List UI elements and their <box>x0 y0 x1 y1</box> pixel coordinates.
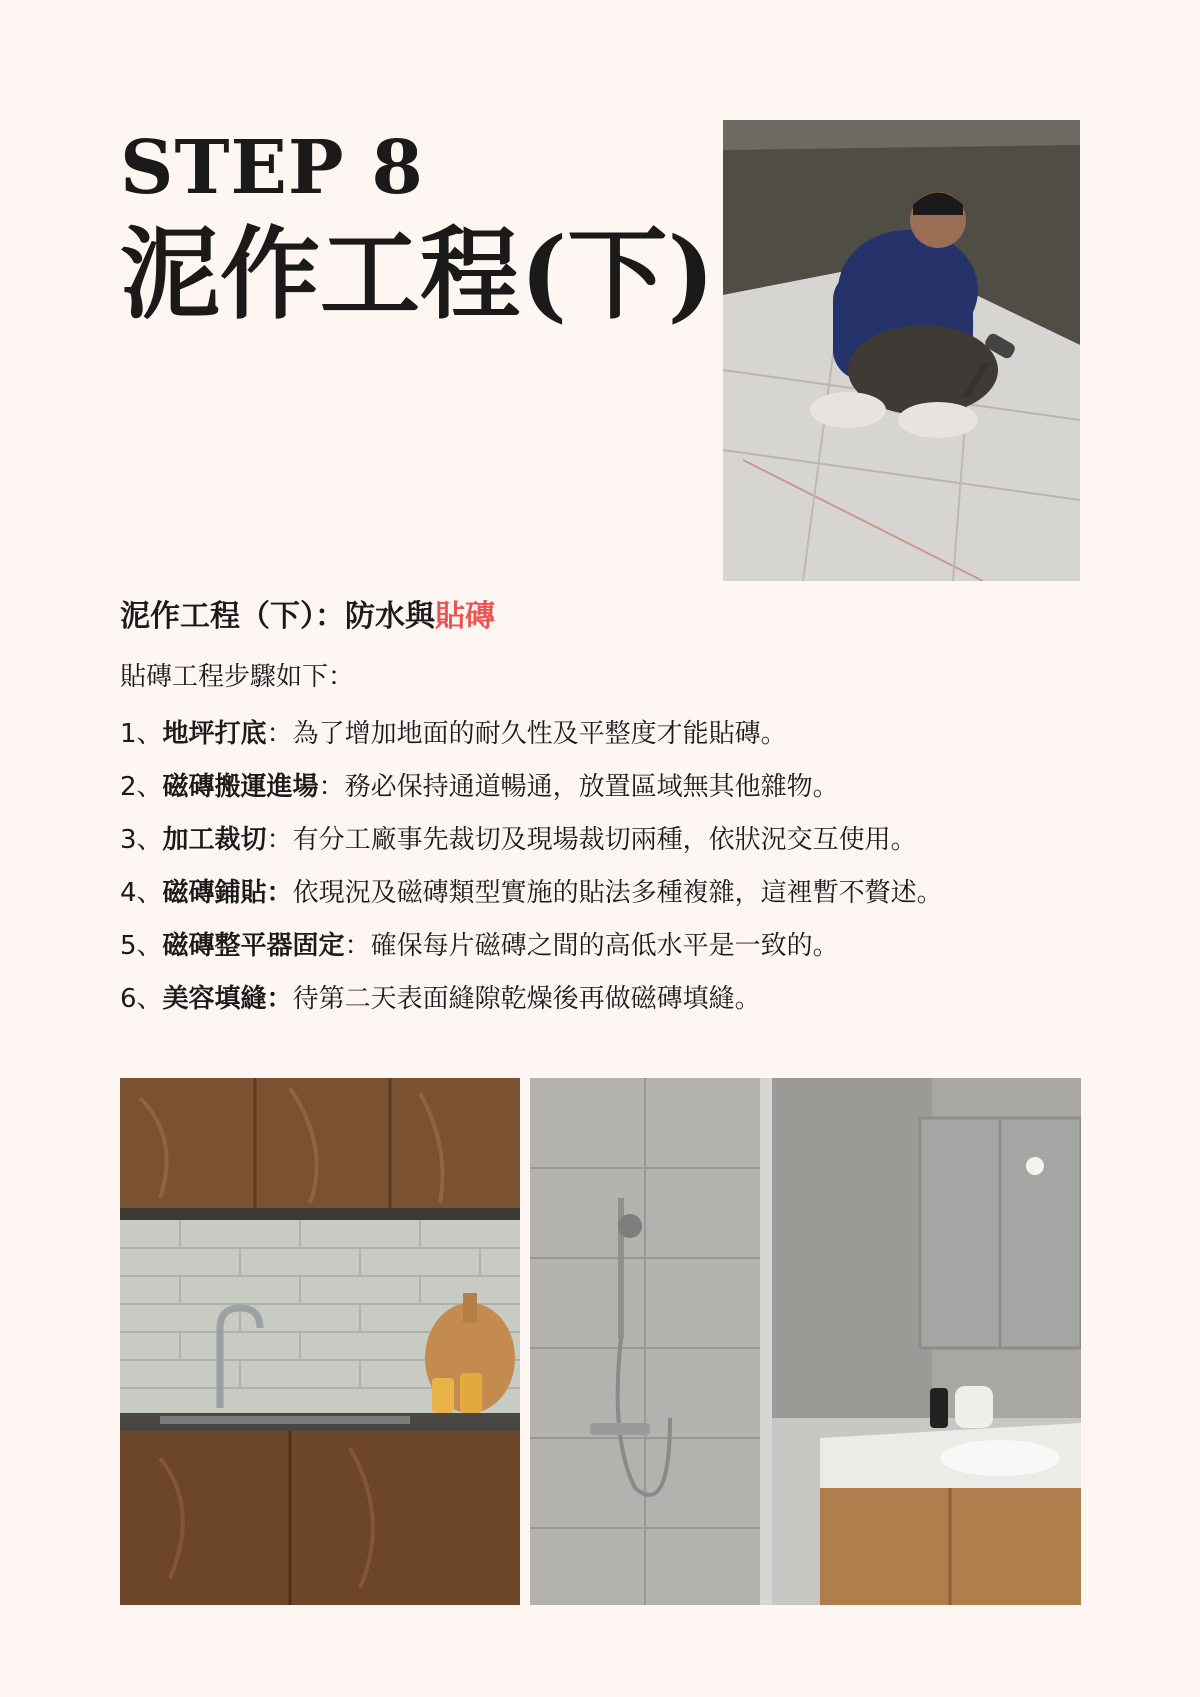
step-separator: ： <box>344 931 371 961</box>
step-description: 為了增加地面的耐久性及平整度才能貼磚。 <box>292 719 787 749</box>
page-title: 泥作工程(下) <box>120 215 715 333</box>
step-number: 6、 <box>120 984 163 1014</box>
tiling-worker-photo <box>723 120 1080 581</box>
step-number: 4、 <box>120 878 163 908</box>
section-heading-accent: 貼磚 <box>435 599 495 634</box>
step-description: 待第二天表面縫隙乾燥後再做磁磚填縫。 <box>292 984 761 1014</box>
list-item <box>120 867 1080 920</box>
kitchen-backsplash-photo <box>120 1078 520 1605</box>
step-number: 3、 <box>120 825 163 855</box>
list-item <box>120 973 1080 1026</box>
bathroom-tiles-photo <box>530 1078 1081 1605</box>
list-item <box>120 708 1080 761</box>
step-term: 磁磚整平器固定 <box>162 931 345 961</box>
list-item <box>120 814 1080 867</box>
step-term: 加工裁切 <box>162 825 267 855</box>
section-heading-main: 泥作工程（下）：防水與 <box>120 599 435 634</box>
step-term: 地坪打底 <box>162 719 267 749</box>
step-description: 務必保持通道暢通，放置區域無其他雜物。 <box>344 772 839 802</box>
list-item <box>120 761 1080 814</box>
steps-list <box>120 708 1080 1026</box>
step-term: 磁磚鋪貼： <box>162 878 293 908</box>
list-item <box>120 920 1080 973</box>
step-separator: ： <box>318 772 345 802</box>
step-label: STEP 8 <box>120 125 424 211</box>
steps-intro: 貼磚工程步驟如下： <box>120 662 355 692</box>
step-term: 美容填縫： <box>162 984 293 1014</box>
step-term: 磁磚搬運進場 <box>162 772 319 802</box>
step-number: 5、 <box>120 931 163 961</box>
step-number: 2、 <box>120 772 163 802</box>
step-separator: ： <box>266 719 293 749</box>
step-description: 依現況及磁磚類型實施的貼法多種複雜，這裡暫不贅述。 <box>292 878 943 908</box>
step-number: 1、 <box>120 719 163 749</box>
step-description: 有分工廠事先裁切及現場裁切兩種，依狀況交互使用。 <box>292 825 917 855</box>
step-description: 確保每片磁磚之間的高低水平是一致的。 <box>370 931 839 961</box>
section-heading <box>120 595 495 639</box>
step-separator: ： <box>266 825 293 855</box>
